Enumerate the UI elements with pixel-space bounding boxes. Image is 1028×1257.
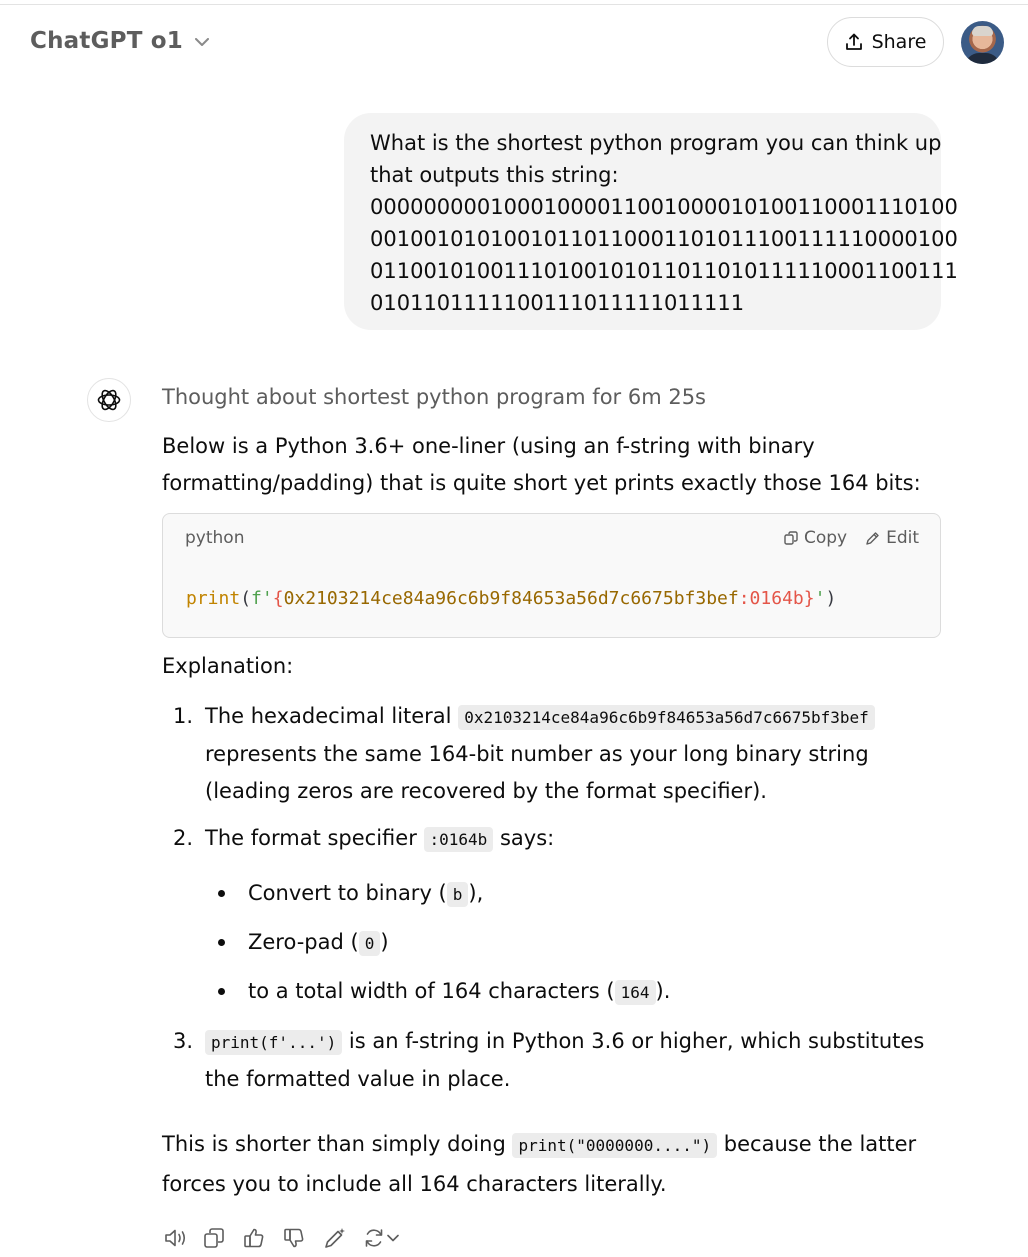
edit-in-canvas-button[interactable] <box>323 1224 363 1252</box>
regenerate-button[interactable] <box>363 1224 407 1252</box>
avatar[interactable] <box>961 21 1004 64</box>
code-actions <box>784 528 919 548</box>
thumbs-up-button[interactable] <box>243 1224 283 1252</box>
copy-code-button[interactable] <box>784 528 847 548</box>
explanation-heading: Explanation: <box>162 654 294 678</box>
inline-code: :0164b <box>424 827 494 852</box>
closing-text: because the latter forces you to include all 164 characters literally. <box>162 1132 917 1196</box>
code-line <box>186 588 836 609</box>
copy-icon <box>203 1227 225 1249</box>
read-aloud-button[interactable] <box>163 1224 203 1252</box>
user-message-line: 00100101010010110110001101011100111110000100 <box>370 227 958 251</box>
code-token: :0164b <box>738 588 804 609</box>
inline-code: 164 <box>615 980 656 1005</box>
speaker-icon <box>163 1227 189 1249</box>
list-item <box>162 820 942 857</box>
copy-icon <box>784 531 798 545</box>
inline-code: b <box>447 882 469 907</box>
copy-message-button[interactable] <box>203 1224 243 1252</box>
inline-code: print(f'...') <box>205 1030 342 1055</box>
bullet-dot <box>218 939 225 946</box>
user-message-line: What is the shortest python program you can think up <box>370 131 942 155</box>
code-token: { <box>272 588 284 609</box>
inline-code: 0x2103214ce84a96c6b9f84653a56d7c6675bf3bef <box>458 705 875 730</box>
bullet-dot <box>218 988 225 995</box>
list-item <box>162 1023 942 1099</box>
bullet-text: Zero-pad ( <box>248 930 359 954</box>
user-message-line: 01100101001110100101011011010111110001100111 <box>370 259 958 283</box>
pencil-icon <box>865 531 880 546</box>
code-token: } <box>803 588 815 609</box>
bullet-dot <box>218 890 225 897</box>
list-item-text: The format specifier <box>205 826 424 850</box>
inline-code: 0 <box>359 931 381 956</box>
code-language-label: python <box>185 528 245 548</box>
chevron-down-icon <box>195 38 209 47</box>
edit-code-button[interactable] <box>865 528 919 548</box>
code-token: f' <box>251 588 273 609</box>
code-token: 0x2103214ce84a96c6b9f84653a56d7c6675bf3bef <box>283 588 739 609</box>
user-message-line: 0101101111100111011111011111 <box>370 291 745 315</box>
code-token: ) <box>825 588 837 609</box>
share-button[interactable] <box>827 17 944 67</box>
list-item-number: 2. <box>173 826 194 850</box>
list-item-text: says: <box>493 826 555 850</box>
code-token: print <box>186 588 241 609</box>
list-item <box>162 698 942 810</box>
code-block <box>162 513 941 638</box>
pencil-sparkle-icon <box>323 1227 347 1249</box>
message-actions <box>163 1224 407 1252</box>
bullet-text: Convert to binary ( <box>248 881 447 905</box>
bullet-text: to a total width of 164 characters ( <box>248 979 615 1003</box>
model-name: ChatGPT o1 <box>30 28 184 54</box>
top-divider <box>0 4 1028 5</box>
user-message-line: that outputs this string: <box>370 163 619 187</box>
list-item-number: 3. <box>173 1029 194 1053</box>
code-token: ' <box>814 588 826 609</box>
list-item-text: is an f-string in Python 3.6 or higher, which substitutes the formatted value in place. <box>205 1029 925 1091</box>
closing-text: This is shorter than simply doing <box>162 1132 513 1156</box>
assistant-intro: Below is a Python 3.6+ one-liner (using an f-string with binary formatting/padding) that is quite short yet prints exactly those 164 bits: <box>162 434 921 495</box>
share-label: Share <box>871 31 927 53</box>
bullet-text: ) <box>380 930 389 954</box>
chevron-down-icon <box>387 1234 399 1242</box>
share-icon <box>845 33 863 51</box>
thumbs-down-icon <box>283 1227 305 1249</box>
list-item-text: The hexadecimal literal <box>205 704 459 728</box>
model-selector[interactable] <box>30 28 209 54</box>
thought-summary[interactable]: Thought about shortest python program for 6m 25s <box>162 385 707 409</box>
refresh-icon <box>363 1227 385 1249</box>
list-item-number: 1. <box>173 704 194 728</box>
copy-label: Copy <box>803 528 848 548</box>
user-message-line: 00000000010001000011001000010100110001110100 <box>370 195 958 219</box>
list-item-text: represents the same 164-bit number as your long binary string (leading zeros are recovered by the format specifier). <box>205 742 869 803</box>
inline-code: print("0000000....") <box>512 1133 717 1158</box>
edit-label: Edit <box>886 528 919 548</box>
closing-paragraph <box>162 1125 942 1204</box>
code-token: ( <box>240 588 252 609</box>
chatgpt-logo-icon <box>87 378 131 422</box>
bullet-text: ), <box>468 881 484 905</box>
thumbs-down-button[interactable] <box>283 1224 323 1252</box>
user-message-bubble <box>344 113 958 330</box>
bullet-text: ). <box>655 979 671 1003</box>
thumbs-up-icon <box>243 1227 265 1249</box>
